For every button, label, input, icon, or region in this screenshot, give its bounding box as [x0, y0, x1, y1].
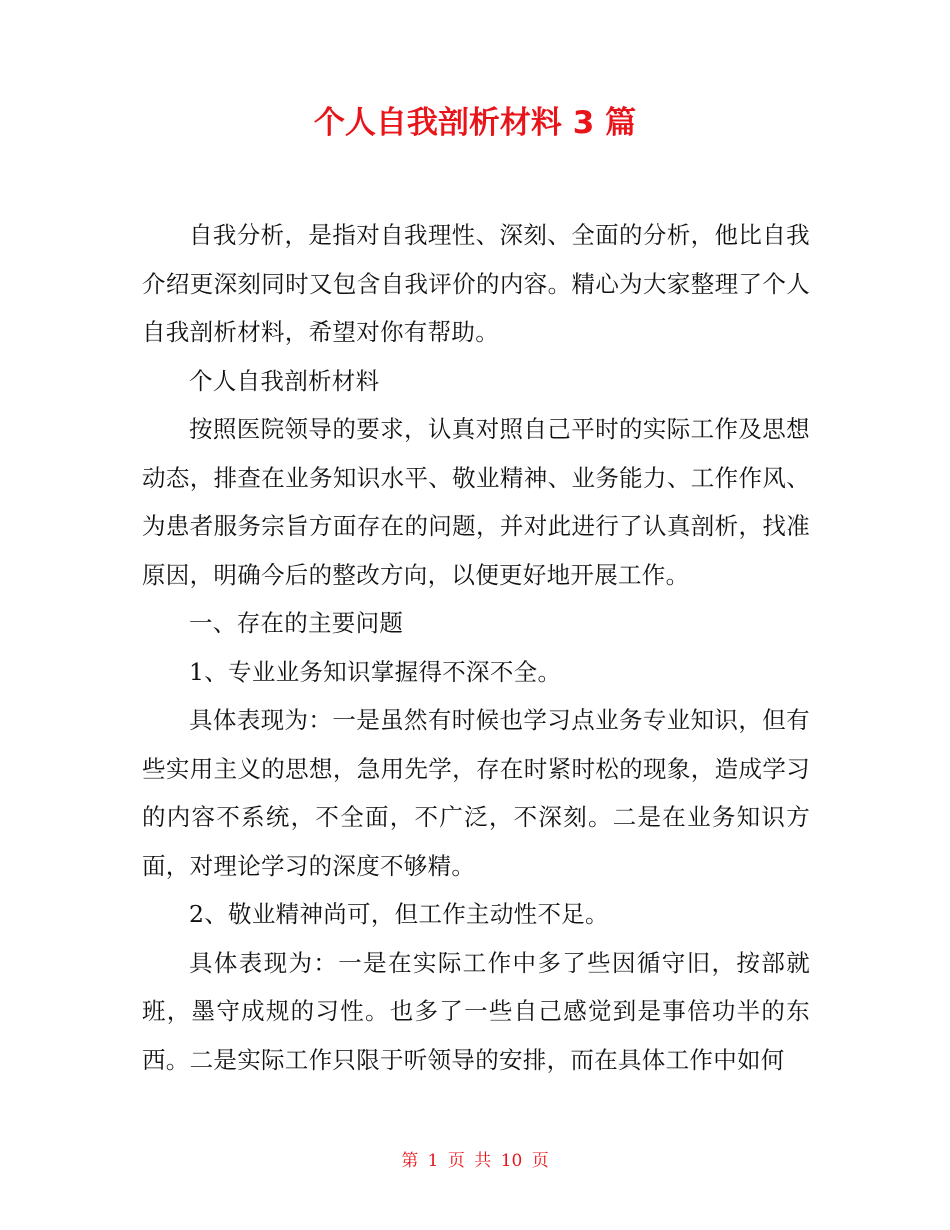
paragraph-overview: 按照医院领导的要求，认真对照自己平时的实际工作及思想动态，排查在业务知识水平、敬业精神、业务能力、工作作风、为患者服务宗旨方面存在的问题，并对此进行了认真剖析，找准原因，明确今后的整改方向，以便更好地开展工作。	[142, 415, 810, 589]
paragraph-intro: 自我分析，是指对自我理性、深刻、全面的分析，他比自我介绍更深刻同时又包含自我评价的内容。精心为大家整理了个人自我剖析材料，希望对你有帮助。	[142, 221, 810, 346]
paragraph-problem-2-detail: 具体表现为：一是在实际工作中多了些因循守旧，按部就班，墨守成规的习性。也多了一些自己感觉到是事倍功半的东西。二是实际工作只限于听领导的安排，而在具体工作中如何	[142, 948, 810, 1074]
subheading-problem-1: 1、专业业务知识掌握得不深不全。	[189, 657, 562, 686]
section-heading-material: 个人自我剖析材料	[189, 366, 380, 395]
section-heading-main-problems: 一、存在的主要问题	[189, 609, 404, 637]
subheading-problem-2: 2、敬业精神尚可，但工作主动性不足。	[189, 900, 609, 928]
document-body	[142, 211, 810, 1084]
paragraph-problem-1-detail: 具体表现为：一是虽然有时候也学习点业务专业知识，但有些实用主义的思想，急用先学，存在时紧时松的现象，造成学习的内容不系统，不全面，不广泛，不深刻。二是在业务知识方面，对理论学习的深度不够精。	[142, 706, 810, 880]
document-title: 个人自我剖析材料 3 篇	[313, 105, 637, 141]
page-number-footer: 第 1 页 共 10 页	[401, 1151, 549, 1171]
